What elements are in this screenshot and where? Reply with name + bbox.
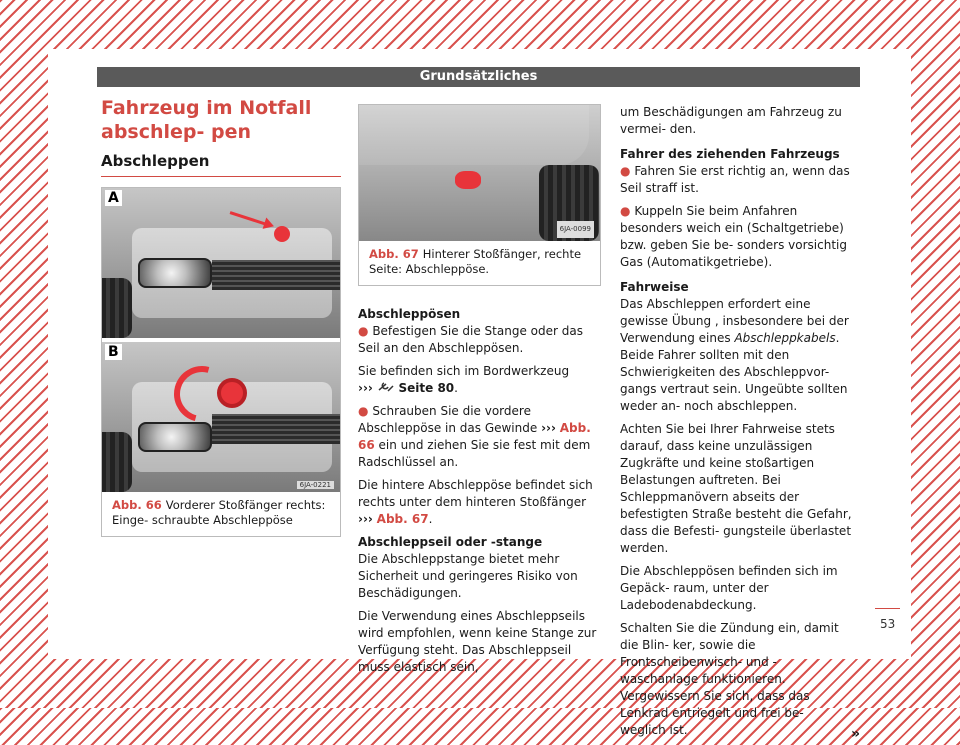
heading-abschleppoesen: Abschleppösen: [358, 307, 461, 321]
paragraph-text: Die hintere Abschleppöse befindet sich rechts unter dem hinteren Stoßfänger: [358, 478, 593, 509]
figure-66: [101, 187, 341, 537]
figure-67-caption-text: Hinterer Stoßfänger, rechte Seite: Abschleppöse.: [369, 247, 582, 276]
heading-abschleppseil: Abschleppseil oder -stange: [358, 535, 543, 549]
heading-fahrweise: Fahrweise: [620, 280, 689, 294]
section-header-title: Grundsätzliches: [419, 69, 538, 84]
figure-67-image: [359, 105, 600, 241]
figure-66-panel-a: [102, 188, 340, 338]
paragraph: Die hintere Abschleppöse befindet sich rechts unter dem hinteren Stoßfänger ››› Abb. 67.: [358, 478, 593, 526]
left-column: [101, 96, 341, 537]
figure-67-number: Abb. 67: [369, 247, 419, 261]
section-subtitle: Abschleppen: [101, 152, 341, 177]
figure-66-number: Abb. 66: [112, 498, 162, 512]
paragraph: um Beschädigungen am Fahrzeug zu vermei- den.: [620, 105, 842, 136]
bullet-text: Schrauben Sie die vordere Abschleppöse in das Gewinde: [358, 404, 538, 435]
red-arrow-icon: [230, 211, 271, 227]
figure-67: [358, 104, 601, 286]
grille-shape: [212, 260, 340, 290]
page-number-rule: [875, 608, 900, 609]
figure-66-caption-text: Vorderer Stoßfänger rechts: Einge- schraubte Abschleppöse: [112, 498, 326, 527]
figure-67-link[interactable]: Abb. 67: [376, 512, 429, 526]
rear-tow-eye-icon: [455, 171, 481, 189]
bullet-item: [620, 163, 860, 197]
ref-arrows-icon: ›››: [358, 381, 373, 395]
paragraph: Die Abschleppösen befinden sich im Gepäck- raum, unter der Ladebodenabdeckung.: [620, 564, 838, 612]
bullet-icon: ●: [358, 404, 369, 418]
bullet-text: Fahren Sie erst richtig an, wenn das Seil straff ist.: [620, 164, 850, 195]
toolkit-icon: [377, 381, 395, 393]
ref-arrows-icon: ›››: [541, 421, 556, 435]
figure-66-caption: [102, 492, 340, 536]
figure-67-caption: [359, 241, 600, 285]
bullet-item: [358, 403, 601, 471]
section-header-bar: [97, 67, 860, 87]
grille-shape: [212, 414, 340, 444]
paragraph: Schalten Sie die Zündung ein, damit die Blin- ker, sowie die Frontscheibenwisch- und - waschanlage funktionieren. Vergewissern Sie sich, dass das Lenkrad entriegelt und frei be- weglich ist.: [620, 621, 839, 737]
emphasis-text: Abschleppkabels: [734, 331, 836, 345]
figure-66-image-id: 6JA-0221: [297, 481, 334, 489]
paragraph: Achten Sie bei Ihrer Fahrweise stets darauf, dass keine unzulässigen Zugkräfte und keine stoßartigen Belastungen auftreten. Bei Schleppmanövern abseits der befestigten Straße besteht die Gefahr, dass die Befesti- gungsteile überlastet werden.: [620, 422, 852, 555]
rear-bumper-shape: [359, 105, 589, 165]
fog-light-shape: [138, 258, 212, 288]
bullet-text: Befestigen Sie die Stange oder das Seil an den Abschleppösen.: [358, 324, 583, 355]
figure-66-panel-b: [102, 342, 340, 492]
figure-66-link[interactable]: Abb. 66: [358, 421, 591, 452]
page-number: 53: [880, 617, 896, 631]
paragraph-text: . Beide Fahrer sollten mit den Schwierigkeiten des Abschleppvor- gangs vertraut sein. Ungeübte sollten weder an- noch abschleppen.: [620, 331, 848, 413]
panel-b-label: B: [105, 344, 122, 360]
paragraph: Sie befinden sich im Bordwerkzeug ››› Seite 80.: [358, 364, 570, 395]
page-title: Fahrzeug im Notfall abschlep- pen: [101, 97, 312, 143]
page-reference-link[interactable]: Seite 80: [398, 381, 455, 395]
panel-a-label: A: [105, 190, 122, 206]
middle-text: [358, 306, 601, 676]
right-column: [620, 104, 860, 745]
tire-shape: [102, 432, 132, 492]
paragraph: [620, 296, 860, 415]
tow-cover-marker: [274, 226, 290, 242]
paragraph-text: Sie befinden sich im Bordwerkzeug: [358, 364, 570, 378]
ref-arrows-icon: ›››: [358, 512, 373, 526]
paragraph-text: Das Abschleppen erfordert eine gewisse Übung , insbesondere bei der Verwendung eines: [620, 297, 849, 345]
figure-67-image-id: 6JA-0099: [557, 221, 594, 238]
bullet-text: Kuppeln Sie beim Anfahren besonders weich ein (Schaltgetriebe) bzw. geben Sie be- sonders vorsichtig Gas (Automatikgetriebe).: [620, 204, 847, 269]
bullet-icon: ●: [620, 164, 631, 178]
paragraph: Die Verwendung eines Abschleppseils wird empfohlen, wenn keine Stange zur Verfügung steht. Das Abschleppseil muss elastisch sein,: [358, 609, 597, 674]
bullet-icon: ●: [358, 324, 369, 338]
paragraph: Die Abschleppstange bietet mehr Sicherheit und geringeres Risiko von Beschädigungen.: [358, 552, 578, 600]
bullet-item: [620, 203, 860, 271]
middle-column: [358, 104, 601, 682]
bullet-text: ein und ziehen Sie sie fest mit dem Radschlüssel an.: [358, 438, 591, 469]
tire-shape: [102, 278, 132, 338]
fog-light-shape: [138, 422, 212, 452]
bullet-icon: ●: [620, 204, 631, 218]
heading-fahrer: Fahrer des ziehenden Fahrzeugs: [620, 147, 840, 161]
bullet-item: [358, 323, 601, 357]
continue-icon: »: [850, 726, 860, 742]
